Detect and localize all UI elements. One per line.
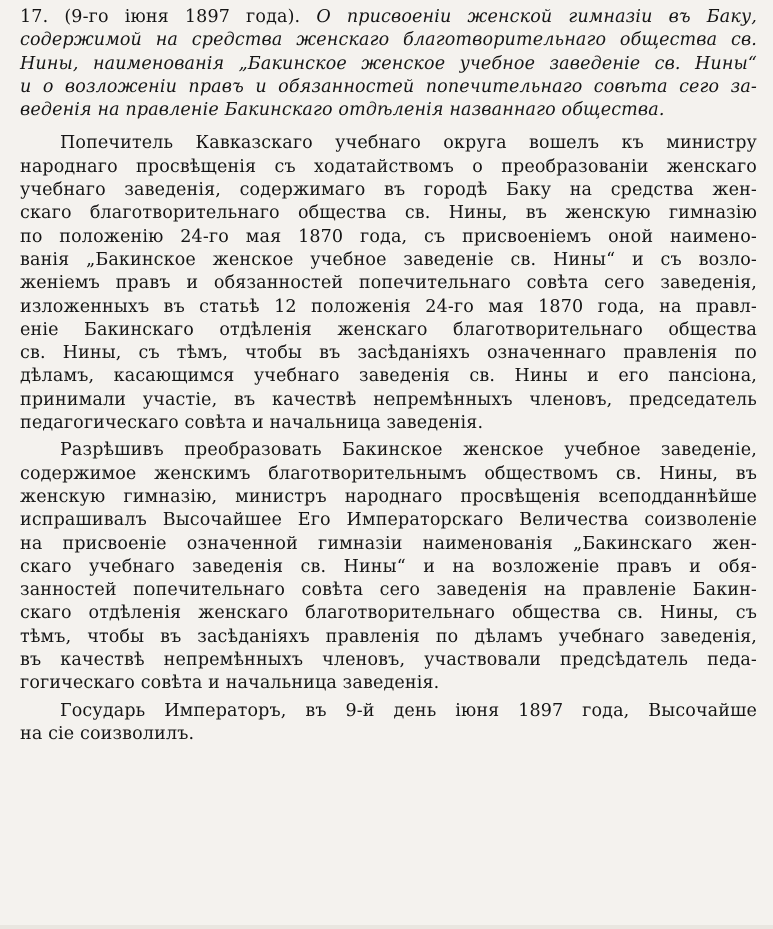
paragraph-line: женскую гимназію, министръ народнаго просвѣщенія всеподданнѣйше (20, 486, 757, 507)
paragraph-line: по положенію 24-го мая 1870 года, съ присвоеніемъ оной наимено- (20, 226, 757, 247)
paragraph-line: учебнаго заведенія, содержимаго въ городѣ Баку на средства жен- (20, 180, 757, 201)
paragraph-line: Государь Императоръ, въ 9-й день іюня 1897 года, Высочайше (60, 700, 757, 721)
decree-number-date: 17. (9-го іюня 1897 года). (20, 7, 301, 27)
paragraph-permission (20, 439, 757, 695)
paragraph-line: дѣламъ, касающимся учебнаго заведенія св. Нины и его пансіона, (20, 366, 757, 387)
paragraph-line: на сіе соизволилъ. (20, 723, 195, 744)
paragraph-line: народнаго просвѣщенія съ ходатайствомъ о преобразованіи женскаго (20, 156, 757, 177)
page-bottom-edge (0, 925, 773, 929)
paragraph-line: принимали участіе, въ качествѣ непремѣнныхъ членовъ, председатель (20, 389, 757, 410)
decree-title-line: и о возложеніи правъ и обязанностей попечительнаго совѣта сего за- (20, 76, 757, 97)
paragraph-line: изложенныхъ въ статьѣ 12 положенія 24-го мая 1870 года, на правл- (20, 296, 757, 317)
decree-title-line: Нины, наименованія „Бакинское женское учебное заведеніе св. Нины“ (20, 53, 757, 74)
spacer (20, 122, 757, 132)
paragraph-petition (20, 132, 757, 435)
paragraph-line: скаго отдѣленія женскаго благотворительнаго общества св. Нины, съ (20, 603, 757, 624)
paragraph-line: скаго благотворительнаго общества св. Нины, въ женскую гимназію (20, 203, 757, 224)
paragraph-line: Разрѣшивъ преобразовать Бакинское женское учебное заведеніе, (60, 440, 757, 461)
decree-title-line: О присвоеніи женской гимназіи въ Баку, (316, 7, 757, 27)
paragraph-line: занностей попечительнаго совѣта сего заведенія на правленіе Бакин- (20, 580, 757, 601)
decree-title-line: содержимой на средства женскаго благотворительнаго общества св. (20, 30, 757, 51)
paragraph-line: на присвоеніе означенной гимназіи наименованія „Бакинскаго жен- (20, 533, 757, 554)
paragraph-line: въ качествѣ непремѣнныхъ членовъ, участвовали предсѣдатель педа- (20, 650, 757, 671)
paragraph-line: испрашивалъ Высочайшее Его Императорскаго Величества соизволеніе (20, 510, 757, 531)
paragraph-line: скаго учебнаго заведенія св. Нины“ и на возложеніе правъ и обя- (20, 556, 757, 577)
decree-title-line: веденія на правленіе Бакинскаго отдѣленія названнаго общества. (20, 100, 665, 121)
heading-line-1 (20, 6, 757, 29)
paragraph-line: педагогическаго совѣта и начальница заведенія. (20, 413, 484, 434)
paragraph-line: ванія „Бакинское женское учебное заведеніе св. Нины“ и съ возло- (20, 249, 757, 270)
paragraph-consent (20, 700, 757, 747)
paragraph-line: тѣмъ, чтобы въ засѣданіяхъ правленія по дѣламъ учебнаго заведенія, (20, 626, 757, 647)
paragraph-line: св. Нины, съ тѣмъ, чтобы въ засѣданіяхъ означеннаго правленія по (20, 343, 757, 364)
paragraph-line: еніе Бакинскаго отдѣленія женскаго благотворительнаго общества (20, 319, 757, 340)
decree-heading (20, 6, 757, 122)
paragraph-line: женіемъ правъ и обязанностей попечительнаго совѣта сего заведенія, (20, 273, 757, 294)
paragraph-line: Попечитель Кавказскаго учебнаго округа вошелъ къ министру (60, 133, 757, 154)
paragraph-line: содержимое женскимъ благотворительнымъ обществомъ св. Нины, въ (20, 463, 757, 484)
paragraph-line: гогическаго совѣта и начальница заведенія. (20, 673, 440, 694)
